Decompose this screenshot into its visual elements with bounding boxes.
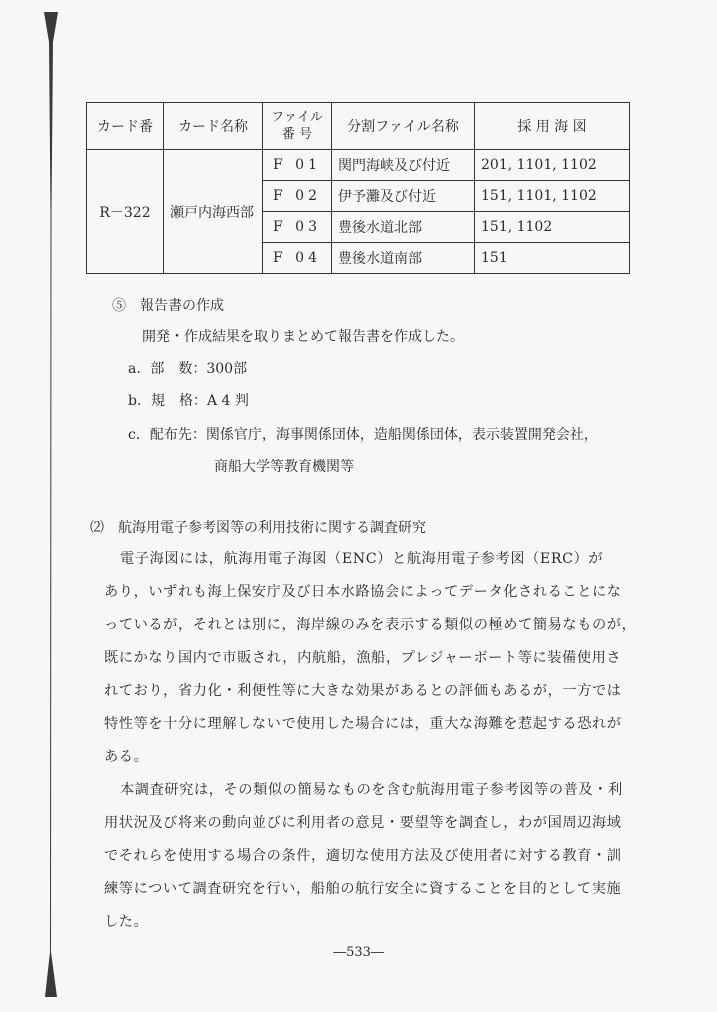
paragraph-line: れており，省力化・利便性等に大きな効果があるとの評価もあるが，一方では [104,683,622,699]
col-header-charts: 採 用 海 図 [475,103,630,150]
report-item-copies: a．部 数：300部 [128,361,248,377]
cell-split-file-name: 豊後水道南部 [332,243,475,274]
paragraph-line: 本調査研究は，その類似の簡易なものを含む航海用電子参考図等の普及・利 [120,782,623,798]
paragraph-line: 特性等を十分に理解しないで使用した場合には，重大な海難を惹起する恐れが [104,716,622,732]
paragraph-line: ある。 [104,749,149,765]
cell-charts: 201, 1101, 1102 [475,150,630,181]
report-item-distribution-cont: 商船大学等教育機関等 [214,459,354,475]
cell-file-no: F 04 [263,243,332,274]
cell-split-file-name: 関門海峡及び付近 [332,150,475,181]
paragraph-line: でそれらを使用する場合の条件，適切な使用方法及び使用者に対する教育・訓 [104,848,622,864]
cell-charts: 151, 1101, 1102 [475,181,630,212]
col-header-file-no [263,103,332,150]
paragraph-line: 既にかなり国内で市販され，内航船，漁船，プレジャーボート等に装備使用さ [104,650,622,666]
cell-card-no: R－322 [87,150,164,274]
page-number: ―533― [333,945,384,960]
table-row [87,150,630,181]
cell-file-no: F 01 [263,150,332,181]
cell-card-name: 瀬戸内海西部 [164,150,263,274]
section5-heading: ⑤ 報告書の作成 [112,298,224,314]
binding-edge-mark [44,12,58,1002]
cell-file-no: F 03 [263,212,332,243]
paragraph-line: っているが，それとは別に，海岸線のみを表示する類似の極めて簡易なものが， [104,617,637,633]
section2-heading: ⑵ 航海用電子参考図等の利用技術に関する調査研究 [90,520,426,536]
paragraph-line: 用状況及び将来の動向並びに利用者の意見・要望等を調査し，わが国周辺海域 [104,815,622,831]
paragraph-line: あり，いずれも海上保安庁及び日本水路協会によってデータ化されることにな [104,584,622,600]
table-header-row [87,103,630,150]
col-header-card-name: カード名称 [164,103,263,150]
section5-intro: 開発・作成結果を取りまとめて報告書を作成した。 [142,329,464,345]
paragraph-line: 練等について調査研究を行い，船舶の航行安全に資することを目的として実施 [104,881,622,897]
cell-split-file-name: 伊予灘及び付近 [332,181,475,212]
col-header-split-file-name: 分割ファイル名称 [332,103,475,150]
file-no-header-line1: ファイル [271,110,323,125]
report-item-distribution: c．配布先：関係官庁，海事関係団体，造船関係団体，表示装置開発会社， [128,427,598,443]
cell-split-file-name: 豊後水道北部 [332,212,475,243]
cell-charts: 151, 1102 [475,212,630,243]
cell-charts: 151 [475,243,630,274]
paragraph-line: した。 [104,914,149,930]
report-item-format: b．規 格：A 4 判 [128,393,249,409]
card-file-table [86,102,630,274]
file-no-header-line2: 番 号 [281,127,313,142]
paragraph-line: 電子海図には，航海用電子海図（ENC）と航海用電子参考図（ERC）が [120,551,604,567]
cell-file-no: F 02 [263,181,332,212]
col-header-card-no: カード番 [87,103,164,150]
